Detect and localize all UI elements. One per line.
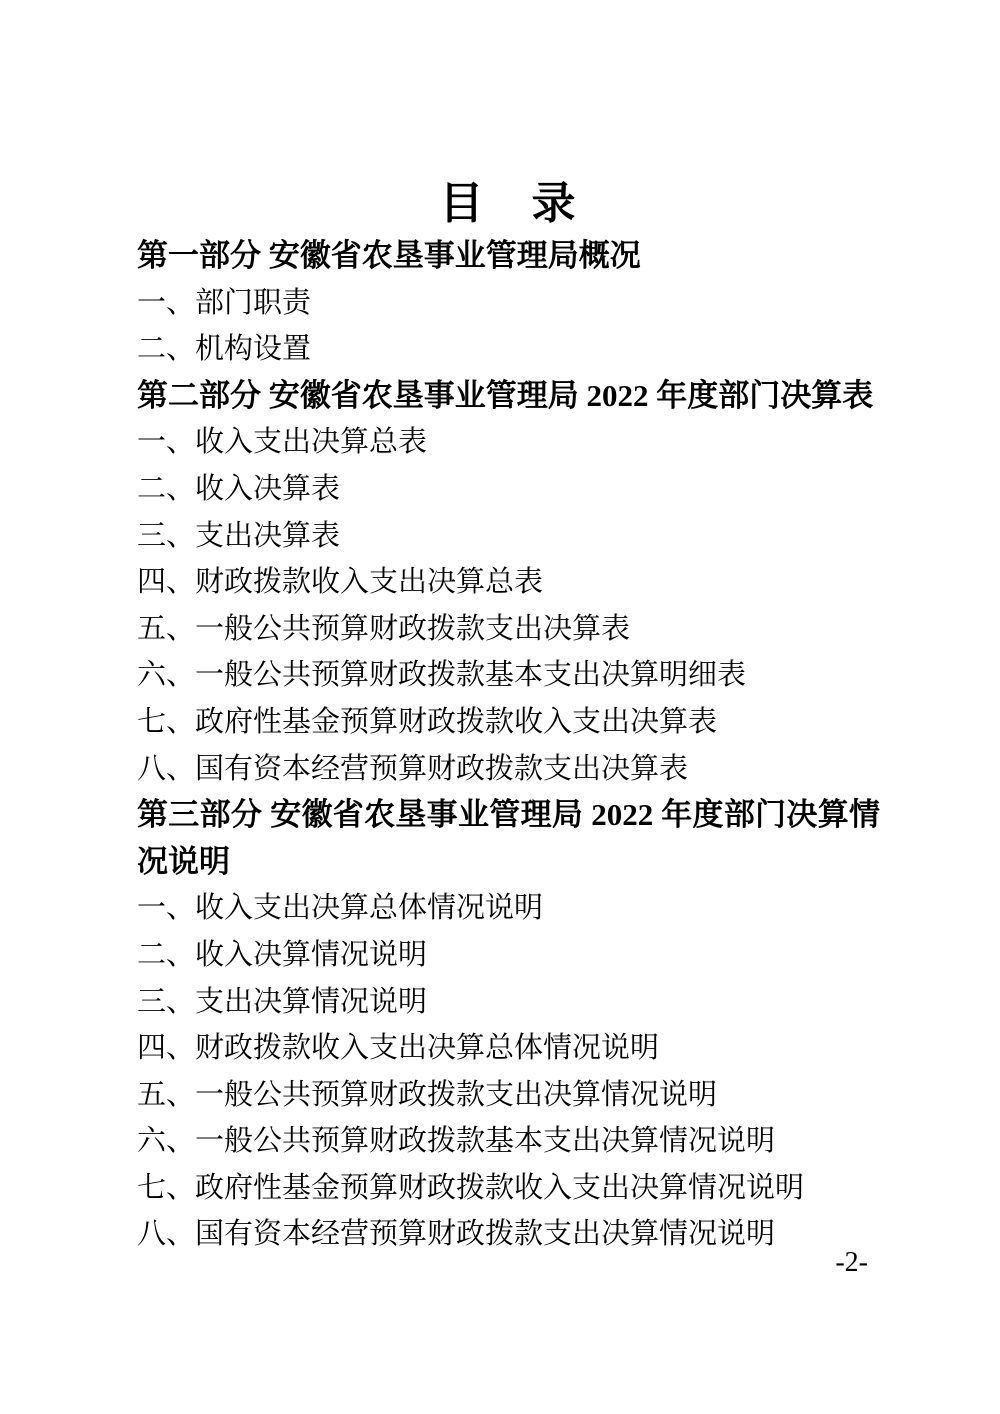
- toc-item: 三、支出决算情况说明: [137, 985, 428, 1018]
- toc-item: 三、支出决算表: [137, 519, 341, 552]
- page-title: 目 录: [439, 179, 578, 228]
- toc-item: 四、财政拨款收入支出决算总体情况说明: [137, 1032, 660, 1065]
- toc-item: 五、一般公共预算财政拨款支出决算表: [137, 612, 631, 645]
- toc-item: 一、收入支出决算总表: [137, 426, 428, 459]
- toc-item: 二、收入决算表: [137, 472, 341, 505]
- toc-heading: 第二部分 安徽省农垦事业管理局 2022 年度部门决算表: [137, 377, 874, 413]
- toc-item: 八、国有资本经营预算财政拨款支出决算表: [137, 752, 689, 785]
- toc-item: 一、部门职责: [137, 286, 312, 319]
- page-number: -2-: [835, 1247, 868, 1278]
- toc-item: 六、一般公共预算财政拨款基本支出决算明细表: [137, 659, 747, 692]
- table-of-contents: [137, 233, 880, 1258]
- document-page: [137, 0, 880, 1258]
- toc-item: 四、财政拨款收入支出决算总表: [137, 566, 544, 599]
- toc-item: 二、机构设置: [137, 333, 312, 366]
- toc-item: 二、收入决算情况说明: [137, 938, 428, 971]
- toc-item: 七、政府性基金预算财政拨款收入支出决算表: [137, 705, 718, 738]
- toc-item: 七、政府性基金预算财政拨款收入支出决算情况说明: [137, 1171, 805, 1204]
- toc-item: 八、国有资本经营预算财政拨款支出决算情况说明: [137, 1218, 776, 1251]
- toc-heading: 第一部分 安徽省农垦事业管理局概况: [137, 238, 641, 273]
- toc-heading: 第三部分 安徽省农垦事业管理局 2022 年度部门决算情况说明: [137, 797, 880, 879]
- toc-item: 五、一般公共预算财政拨款支出决算情况说明: [137, 1078, 718, 1111]
- toc-item: 六、一般公共预算财政拨款基本支出决算情况说明: [137, 1125, 776, 1158]
- toc-item: 一、收入支出决算总体情况说明: [137, 892, 544, 925]
